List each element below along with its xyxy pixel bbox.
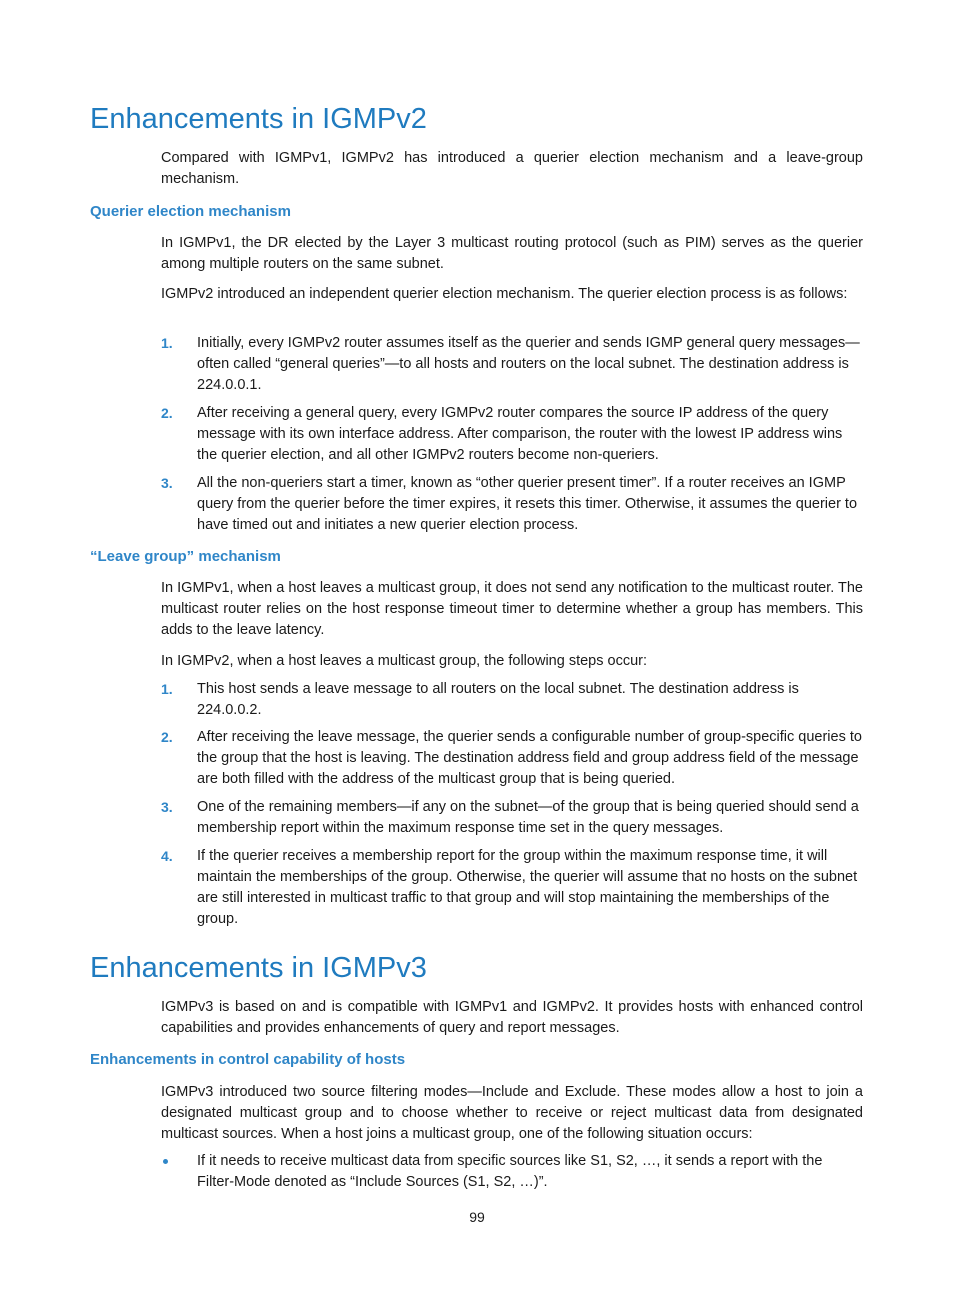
section-title-igmpv3: Enhancements in IGMPv3 (90, 952, 427, 984)
section-intro: Compared with IGMPv1, IGMPv2 has introduced a querier election mechanism and a leave-group mechanism. (161, 150, 863, 187)
list-item-text: Initially, every IGMPv2 router assumes itself as the querier and sends IGMP general query messages—often called “general queries”—to all hosts and routers on the local subnet. The destination address is 224.0.0.1. (197, 335, 860, 393)
list-number: 3. (161, 799, 173, 815)
list-item (161, 727, 863, 790)
paragraph: In IGMPv1, the DR elected by the Layer 3 multicast routing protocol (such as PIM) serves as the querier among multiple routers on the same subnet. (161, 235, 863, 272)
list-item-text: This host sends a leave message to all routers on the local subnet. The destination address is 224.0.0.2. (197, 681, 799, 718)
list-number: 1. (161, 681, 173, 697)
page-number: 99 (469, 1209, 485, 1225)
bullet-dot-icon (163, 1159, 168, 1164)
list-item (161, 1151, 863, 1193)
list-item (161, 846, 863, 930)
subsection-title-leave-group: “Leave group” mechanism (90, 548, 281, 565)
paragraph: IGMPv2 introduced an independent querier election mechanism. The querier election process is as follows: (161, 286, 848, 302)
list-item-text: If the querier receives a membership report for the group within the maximum response time, it will maintain the memberships of the group. Otherwise, the querier will assume that no hosts on the subnet are still interested in multicast traffic to that group and will stop maintaining the memberships of the group. (197, 848, 858, 927)
list-item (161, 473, 863, 536)
list-item-text: After receiving a general query, every IGMPv2 router compares the source IP address of the query message with its own interface address. After comparison, the router with the lowest IP address wins the querier election, and all other IGMPv2 routers become non-queriers. (197, 405, 843, 463)
subsection-title-control-capability: Enhancements in control capability of hosts (90, 1051, 406, 1068)
list-item-text: If it needs to receive multicast data from specific sources like S1, S2, …, it sends a report with the Filter-Mode denoted as “Include Sources (S1, S2, …)”. (197, 1153, 823, 1190)
list-number: 2. (161, 729, 173, 745)
section-title-igmpv2: Enhancements in IGMPv2 (90, 103, 427, 135)
list-number: 1. (161, 335, 173, 351)
list-item (161, 679, 863, 721)
list-item (161, 333, 863, 396)
paragraph: In IGMPv1, when a host leaves a multicast group, it does not send any notification to the multicast router. The multicast router relies on the host response timeout timer to determine whether a group has members. This adds to the leave latency. (161, 580, 863, 638)
list-item-text: All the non-queriers start a timer, known as “other querier present timer”. If a router receives an IGMP query from the querier before the timer expires, it resets this timer. Otherwise, it assumes the querier to have timed out and initiates a new querier election process. (197, 475, 858, 533)
paragraph: In IGMPv2, when a host leaves a multicast group, the following steps occur: (161, 653, 647, 669)
subsection-title-querier-election: Querier election mechanism (90, 203, 291, 220)
list-number: 4. (161, 848, 173, 864)
list-item (161, 797, 863, 839)
paragraph: IGMPv3 introduced two source filtering modes—Include and Exclude. These modes allow a host to join a designated multicast group and to choose whether to receive or reject multicast data from designated multicast sources. When a host joins a multicast group, one of the following situation occurs: (161, 1084, 863, 1142)
section-intro: IGMPv3 is based on and is compatible with IGMPv1 and IGMPv2. It provides hosts with enhanced control capabilities and provides enhancements of query and report messages. (161, 999, 863, 1036)
list-number: 3. (161, 475, 173, 491)
list-number: 2. (161, 405, 173, 421)
list-item-text: After receiving the leave message, the querier sends a configurable number of group-specific queries to the group that the host is leaving. The destination address field and group address field of the message are both filled with the address of the multicast group that is being queried. (197, 729, 862, 787)
list-item-text: One of the remaining members—if any on the subnet—of the group that is being queried should send a membership report within the maximum response time set in the query messages. (197, 799, 859, 836)
list-item (161, 403, 863, 466)
